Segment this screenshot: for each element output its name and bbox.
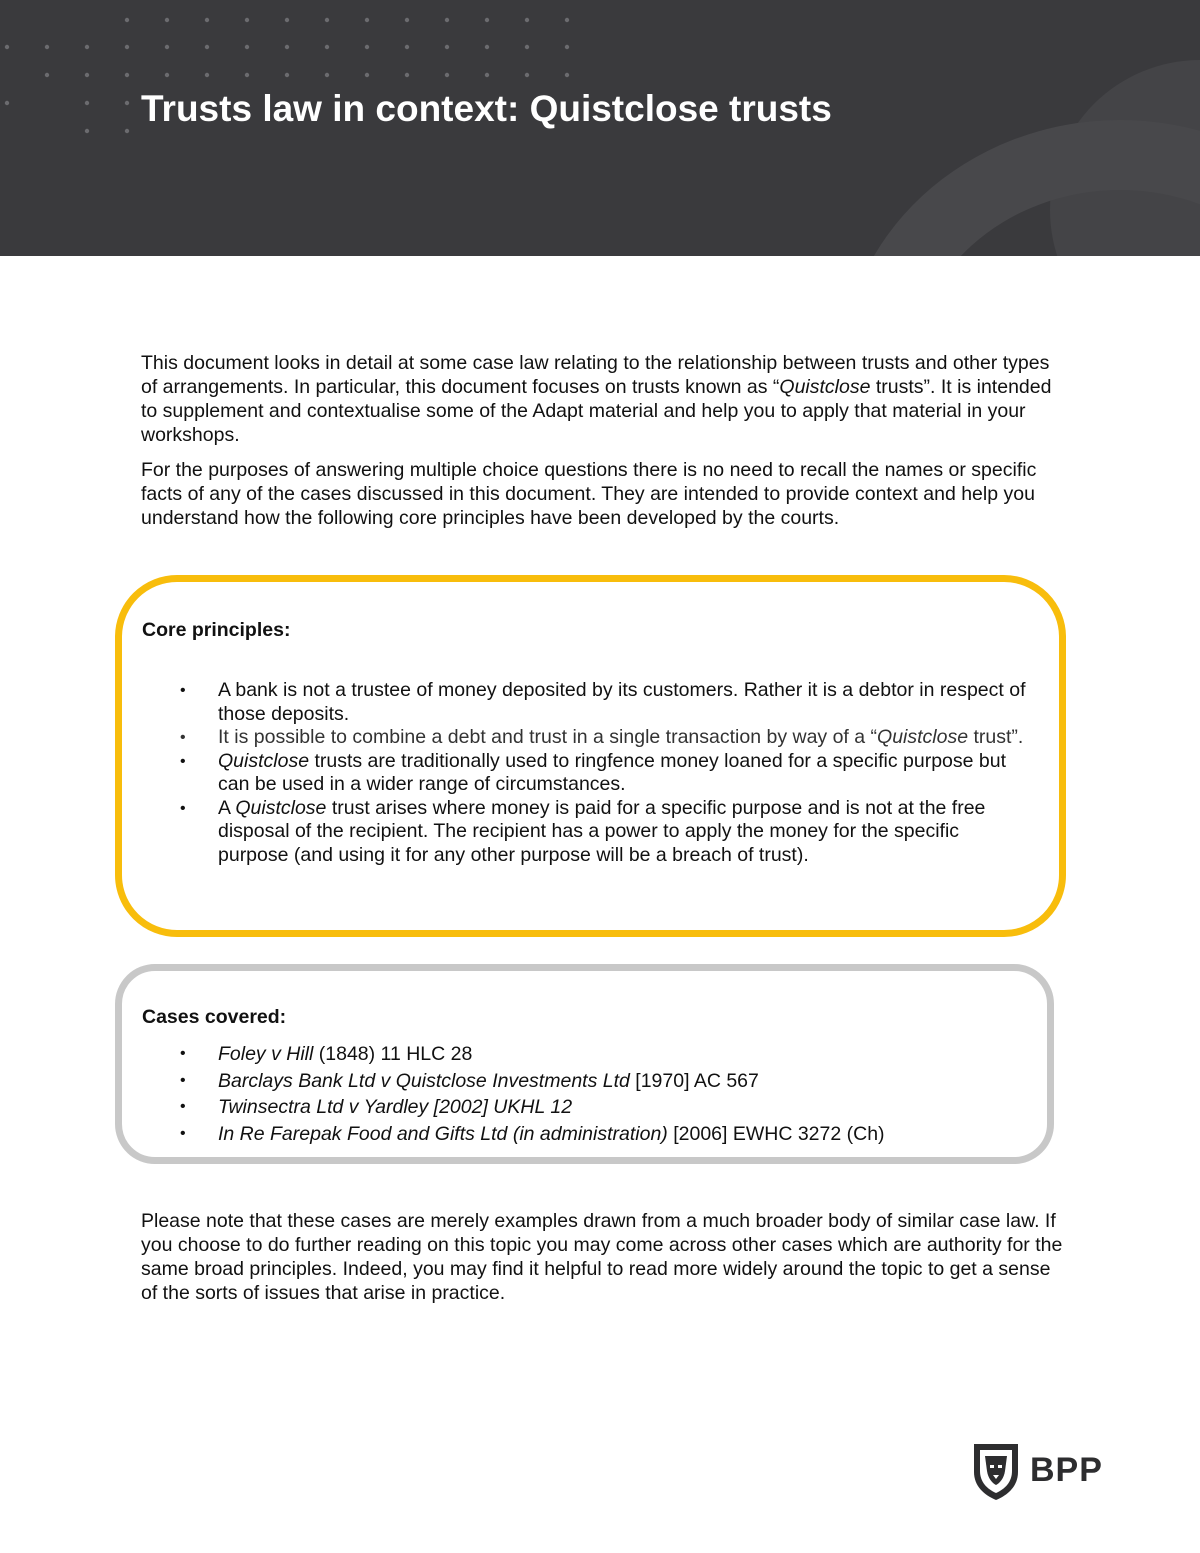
- bullet-icon: •: [180, 799, 186, 817]
- item-italic: Quistclose: [235, 796, 327, 819]
- lion-shield-icon: [968, 1438, 1024, 1502]
- item-text: trusts are traditionally used to ringfence money loaned for a specific purpose but can be used in a wider range of circumstances.: [218, 749, 1007, 795]
- item-italic: Quistclose: [877, 726, 969, 748]
- case-name: Twinsectra Ltd v Yardley [2002] UKHL 12: [218, 1096, 573, 1118]
- item-text: It is possible to combine a debt and trust in a single transaction by way of a “: [218, 726, 878, 748]
- case-citation: [1970] AC 567: [629, 1069, 759, 1092]
- case-name-italic: Quistclose: [779, 376, 871, 398]
- closing-paragraph: Please note that these cases are merely examples drawn from a much broader body of similar case law. If you choose to do further reading on this topic you may come across other cases which are authority for the same broad principles. Indeed, you may find it helpful to read more widely around the topic to get a sense of the sorts of issues that arise in practice.: [141, 1210, 1063, 1304]
- cases-covered-list: [144, 1041, 1024, 1147]
- core-principles-heading: Core principles:: [142, 619, 291, 641]
- case-name: In Re Farepak Food and Gifts Ltd (in administration): [218, 1122, 668, 1145]
- list-item: [144, 797, 1034, 868]
- cases-covered-box: [115, 964, 1054, 1164]
- case-name: Barclays Bank Ltd v Quistclose Investments Ltd: [218, 1069, 630, 1092]
- intro-paragraph-2: For the purposes of answering multiple choice questions there is no need to recall the names or specific facts of any of the cases discussed in this document. They are intended to provide context and help you understand how the following core principles have been developed by the courts.: [141, 459, 1037, 529]
- list-item: [144, 726, 1034, 750]
- list-item: [144, 750, 1034, 797]
- bullet-icon: •: [180, 682, 186, 699]
- bullet-icon: •: [180, 1045, 186, 1062]
- list-item: [144, 1094, 1024, 1121]
- case-citation: (1848) 11 HLC 28: [313, 1043, 473, 1065]
- cases-covered-heading: Cases covered:: [142, 1006, 287, 1028]
- bullet-icon: •: [180, 1071, 186, 1089]
- banner-decoration-arc: [840, 120, 1200, 256]
- item-italic: Quistclose: [218, 749, 310, 772]
- bullet-icon: •: [180, 1098, 186, 1115]
- item-text: trust”.: [968, 726, 1024, 748]
- page-title: Trusts law in context: Quistclose trusts: [141, 88, 832, 129]
- list-item: [144, 1068, 1024, 1095]
- item-text: A: [218, 796, 236, 819]
- list-item: [144, 1121, 1024, 1148]
- item-text: A bank is not a trustee of money deposited by its customers. Rather it is a debtor in respect of those deposits.: [218, 679, 1026, 725]
- intro-paragraph-1: [141, 351, 1066, 447]
- bpp-logo: [968, 1438, 1108, 1510]
- case-name: Foley v Hill: [218, 1043, 314, 1065]
- core-principles-list: [144, 679, 1034, 867]
- intro-text: trusts”. It is intended to supplement and contextualise some of the Adapt material and help you to apply that material in your workshops.: [141, 376, 1052, 446]
- case-citation: [2006] EWHC 3272 (Ch): [667, 1122, 885, 1145]
- bullet-icon: •: [180, 729, 186, 746]
- intro-text: This document looks in detail at some case law relating to the relationship between trusts and other types of arrangements. In particular, this document focuses on trusts known as “: [141, 352, 1050, 398]
- list-item: [144, 679, 1034, 726]
- list-item: [144, 1041, 1024, 1068]
- header-banner: [0, 0, 1200, 256]
- core-principles-box: [115, 575, 1066, 937]
- item-text: trust arises where money is paid for a specific purpose and is not at the free disposal of the recipient. The recipient has a power to apply the money for the specific purpose (and using it for any other purpose will be a breach of trust).: [218, 796, 986, 866]
- bullet-icon: •: [180, 752, 186, 770]
- logo-wordmark: BPP: [1030, 1451, 1103, 1489]
- bullet-icon: •: [180, 1124, 186, 1142]
